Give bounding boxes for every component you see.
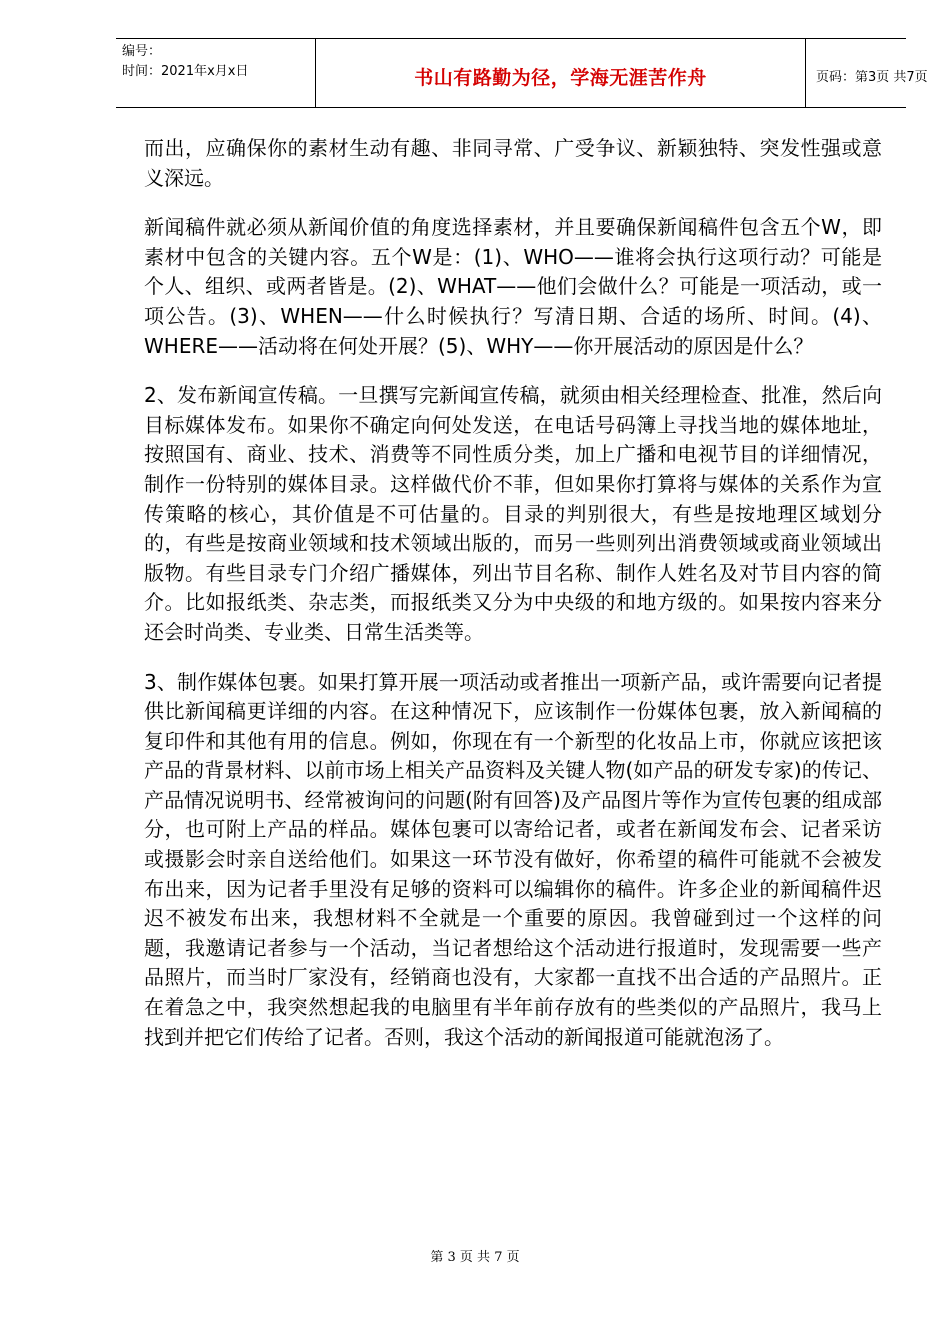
page-footer: 第 3 页 共 7 页 (430, 1250, 520, 1265)
header-page-info: 页码：第3页 共7页 (816, 70, 928, 85)
header-meta-cell (116, 39, 316, 107)
document-time-label: 时间：2021年x月x日 (122, 64, 249, 79)
body-paragraph: 而出，应确保你的素材生动有趣、非同寻常、广受争议、新颖独特、突发性强或意义深远。 (144, 136, 882, 190)
page-header (116, 38, 928, 108)
document-body (144, 134, 882, 1072)
body-paragraph: 2、发布新闻宣传稿。一旦撰写完新闻宣传稿，就须由相关经理检查、批准，然后向目标媒体发布。如果你不确定向何处发送，在电话号码簿上寻找当地的媒体地址，按照国有、商业、技术、消费等不同性质分类，加上广播和电视节目的详细情况，制作一份特别的媒体目录。这样做代价不菲，但如果你打算将与媒体的关系作为宣传策略的核心，其价值是不可估量的。目录的判别很大，有些是按地理区域划分的，有些是按商业领域和技术领域出版的，而另一些则列出消费领域或商业领域出版物。有些目录专门介绍广播媒体，列出节目名称、制作人姓名及对节目内容的简介。比如报纸类、杂志类，而报纸类又分为中央级的和地方级的。如果按内容来分还会时尚类、专业类、日常生活类等。 (144, 383, 882, 644)
body-paragraph: 3、制作媒体包裹。如果打算开展一项活动或者推出一项新产品，或许需要向记者提供比新闻稿更详细的内容。在这种情况下，应该制作一份媒体包裹，放入新闻稿的复印件和其他有用的信息。例如，你现在有一个新型的化妆品上市，你就应该把该产品的背景材料、以前市场上相关产品资料及关键人物(如产品的研发专家)的传记、产品情况说明书、经常被询问的问题(附有回答)及产品图片等作为宣传包裹的组成部分，也可附上产品的样品。媒体包裹可以寄给记者，或者在新闻发布会、记者采访或摄影会时亲自送给他们。如果这一环节没有做好，你希望的稿件可能就不会被发布出来，因为记者手里没有足够的资料可以编辑你的稿件。许多企业的新闻稿件迟迟不被发布出来，我想材料不全就是一个重要的原因。我曾碰到过一个这样的问题，我邀请记者参与一个活动，当记者想给这个活动进行报道时，发现需要一些产品照片，而当时厂家没有，经销商也没有，大家都一直找不出合适的产品照片。正在着急之中，我突然想起我的电脑里有半年前存放有的些类似的产品照片，我马上找到并把它们传给了记者。否则，我这个活动的新闻报道可能就泡汤了。 (144, 669, 882, 1049)
header-page-cell (806, 39, 928, 107)
header-motto-cell (316, 39, 806, 107)
body-paragraph: 新闻稿件就必须从新闻价值的角度选择素材，并且要确保新闻稿件包含五个W，即素材中包含的关键内容。五个W是：(1)、WHO——谁将会执行这项行动？可能是个人、组织、或两者皆是。(2)、WHAT——他们会做什么？可能是一项活动，或一项公告。(3)、WHEN——什么时候执行？写清日期、合适的场所、时间。(4)、WHERE——活动将在何处开展？(5)、WHY——你开展活动的原因是什么？ (144, 215, 882, 358)
header-motto: 书山有路勤为径，学海无涯苦作舟 (414, 67, 707, 89)
document-number-label: 编号： (122, 44, 162, 59)
